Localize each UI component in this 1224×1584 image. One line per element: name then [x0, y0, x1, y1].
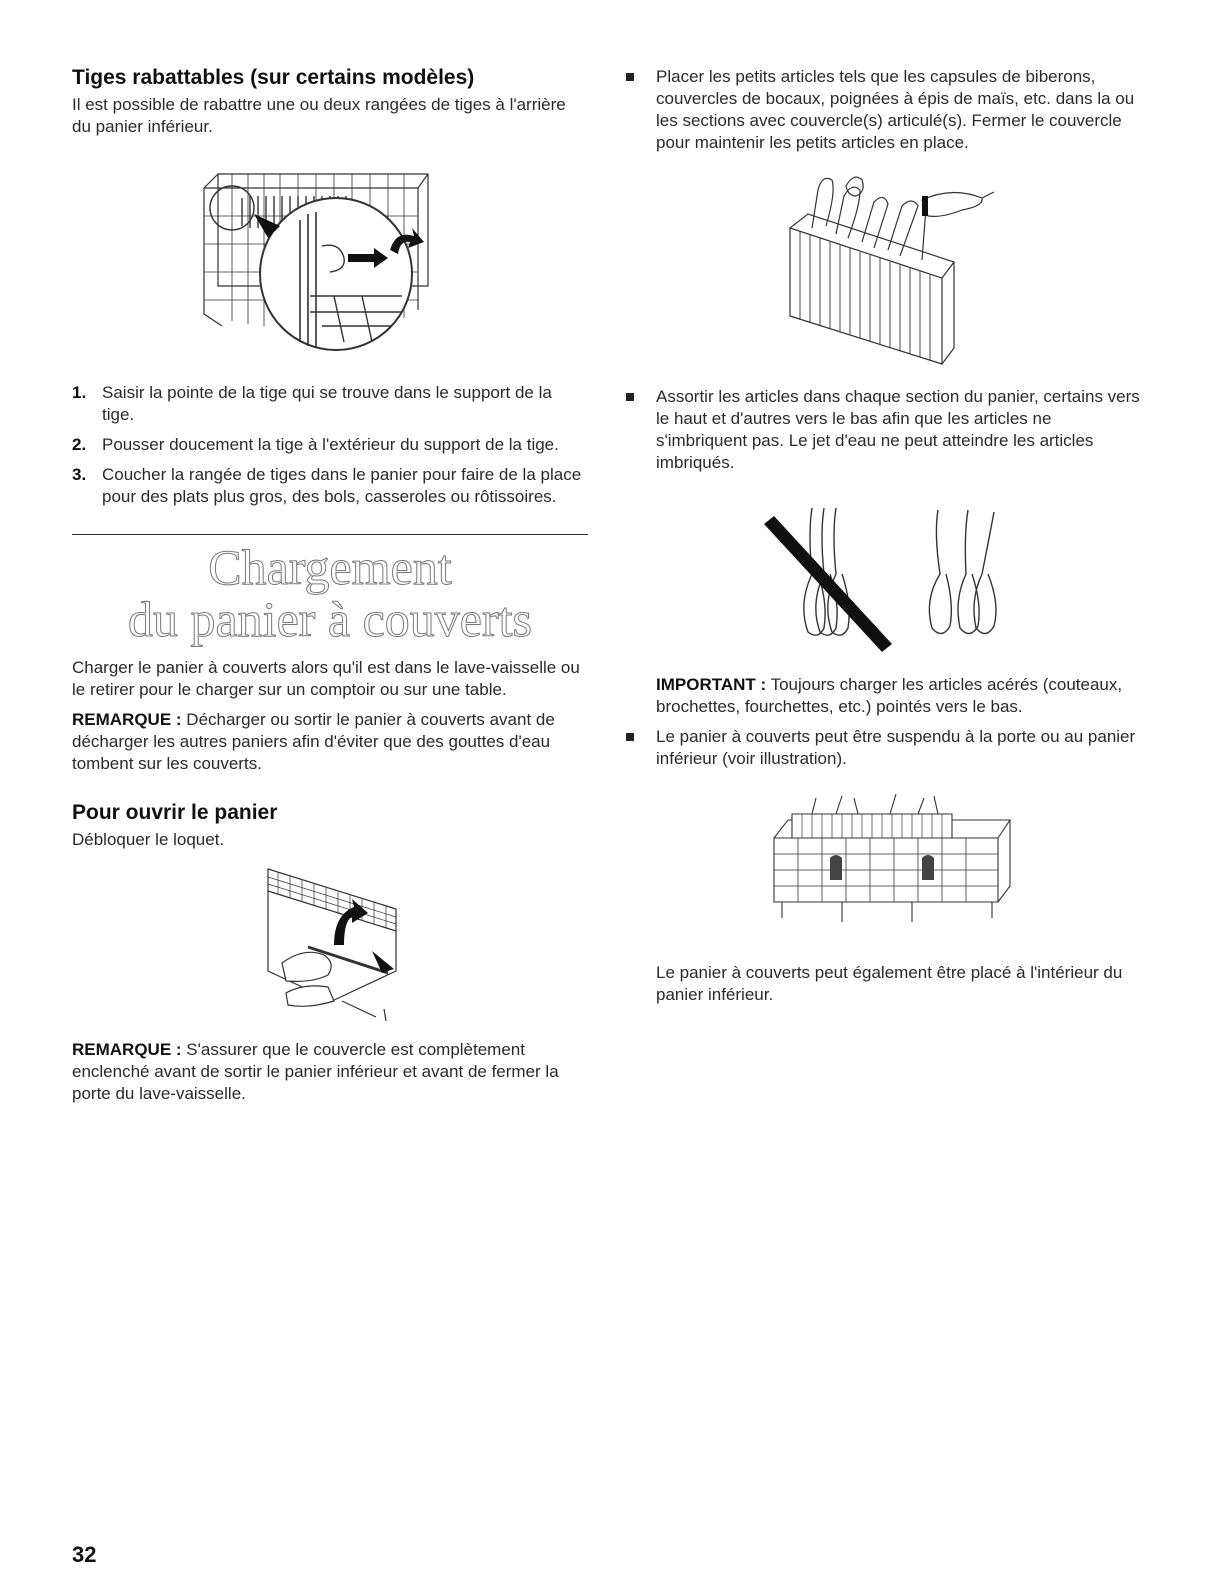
- section-heading-open-basket: Pour ouvrir le panier: [72, 801, 278, 824]
- chapter-title: [72, 541, 588, 645]
- remark-label: REMARQUE :: [72, 1040, 182, 1059]
- remark-text: S'assurer que le couvercle est complètement enclenché avant de sortir le panier inférieur et avant de fermer la porte du lave-vaisselle.: [72, 1040, 559, 1103]
- open-basket-intro: Débloquer le loquet.: [72, 830, 225, 849]
- important-label: IMPORTANT :: [656, 675, 767, 694]
- section-divider: [72, 534, 588, 535]
- bullet-text: Assortir les articles dans chaque section du panier, certains vers le haut et d'autres vers le bas afin que les articles ne s'imbriquent pas. Le jet d'eau ne peut atteindre les articles imbriqués.: [656, 387, 1140, 472]
- bullet-hang-basket: [622, 726, 1142, 770]
- remark-unload: [72, 709, 588, 775]
- step-item: [72, 464, 588, 508]
- step-text: Coucher la rangée de tiges dans le panier pour faire de la place pour des plats plus gros, des bols, casseroles ou rôtissoires.: [102, 465, 582, 506]
- step-text: Pousser doucement la tige à l'extérieur du support de la tige.: [102, 435, 559, 454]
- important-text: Toujours charger les articles acérés (couteaux, brochettes, fourchettes, etc.) pointés vers le bas.: [656, 675, 1123, 716]
- latch-illustration: [72, 851, 588, 1031]
- right-column: [622, 66, 1142, 1006]
- silverware-basket-illustration: [622, 166, 1142, 378]
- fold-down-tines-illustration: [72, 146, 588, 374]
- bullet-square-icon: [626, 73, 634, 81]
- step-text: Saisir la pointe de la tige qui se trouve dans le support de la tige.: [102, 383, 552, 424]
- step-item: [72, 382, 588, 426]
- page-number: 32: [72, 1542, 97, 1567]
- remark-latch: [72, 1039, 588, 1105]
- bullet-text: Placer les petits articles tels que les capsules de biberons, couvercles de bocaux, poignées à épis de maïs, etc. dans la ou les sections avec couvercle(s) articulé(s). Fermer le couvercle pour maintenir les petits articles en place.: [656, 67, 1135, 152]
- chapter-title-line1: Chargement: [208, 539, 452, 595]
- fold-down-steps: [72, 382, 588, 508]
- remark-label: REMARQUE :: [72, 710, 182, 729]
- bullet-square-icon: [626, 393, 634, 401]
- bullet-mix-items: [622, 386, 1142, 474]
- bullet-small-items: [622, 66, 1142, 154]
- basket-in-lower-rack-illustration: [622, 794, 1142, 944]
- bullet-text: Le panier à couverts peut être suspendu à la porte ou au panier inférieur (voir illustration).: [656, 727, 1136, 768]
- left-column: [72, 66, 588, 1105]
- remark-text: Décharger ou sortir le panier à couverts avant de décharger les autres paniers afin d'éviter que des gouttes d'eau tombent sur les couverts.: [72, 710, 555, 773]
- section-heading-fold-down-tines: Tiges rabattables (sur certains modèles): [72, 66, 475, 89]
- important-note: [622, 674, 1142, 718]
- nested-vs-separated-spoons-illustration: [622, 504, 1142, 654]
- bullet-square-icon: [626, 733, 634, 741]
- step-number: 1.: [72, 383, 87, 402]
- step-number: 3.: [72, 465, 87, 484]
- step-number: 2.: [72, 435, 87, 454]
- basket-inside-rack-text: Le panier à couverts peut également être placé à l'intérieur du panier inférieur.: [656, 963, 1123, 1004]
- load-basket-text: Charger le panier à couverts alors qu'il est dans le lave-vaisselle ou le retirer pour le charger sur un comptoir ou sur une table.: [72, 658, 580, 699]
- step-item: [72, 434, 588, 456]
- fold-down-intro: Il est possible de rabattre une ou deux rangées de tiges à l'arrière du panier inférieur.: [72, 95, 566, 136]
- chapter-title-line2: du panier à couverts: [127, 591, 532, 647]
